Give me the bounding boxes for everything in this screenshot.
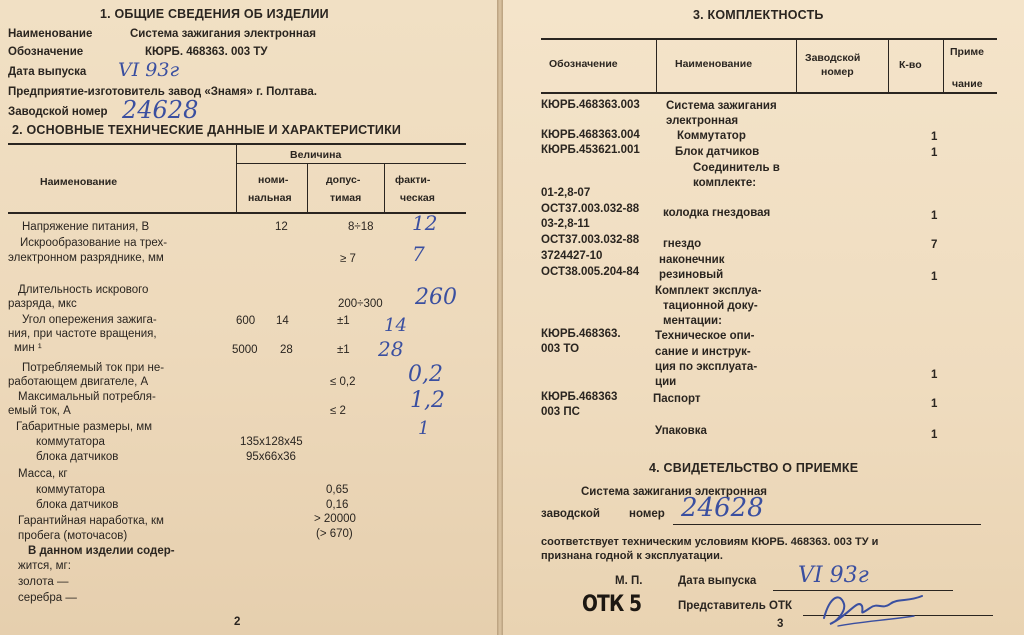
table-col-divider <box>236 143 237 213</box>
header-divider-2 <box>307 163 308 213</box>
row-advance-tolerance-2: ±1 <box>337 344 350 356</box>
row-max-current-name-1: Максимальный потребля- <box>18 391 156 403</box>
row-advance-actual-2: 28 <box>378 337 404 361</box>
kit-item-5-code: 01-2,8-07 <box>541 187 591 199</box>
passport-page-3 <box>503 0 1024 635</box>
kit-item-10-name: резиновый <box>659 269 724 281</box>
row-warranty-km: > 20000 <box>314 513 356 525</box>
designation-label: Обозначение <box>8 46 84 58</box>
section-4-title: 4. СВИДЕТЕЛЬСТВО О ПРИЕМКЕ <box>649 461 859 475</box>
row-advance-angle-2: 28 <box>280 344 293 356</box>
kit-item-14-qty: 1 <box>931 429 938 441</box>
name-value: Система зажигания электронная <box>130 28 316 40</box>
row-dim-commutator-name: коммутатора <box>36 436 105 448</box>
kit-item-1-code: КЮРБ.468363.003 <box>541 99 640 111</box>
kit-item-12-name-3: ция по эксплуата- <box>655 361 758 373</box>
kit-header-qty: К-во <box>899 59 922 71</box>
kit-item-9-name: наконечник <box>659 254 725 266</box>
kit-item-6-code: ОСТ37.003.032-88 <box>541 203 640 215</box>
row-voltage-name: Напряжение питания, В <box>22 221 150 233</box>
row-advance-name-2: ния, при частоте вращения, <box>8 328 157 340</box>
row-spark-name-2: электронном разряднике, мм <box>8 252 164 264</box>
row-spark-actual: 7 <box>412 242 425 266</box>
row-idle-current-tolerance: ≤ 0,2 <box>330 376 356 388</box>
header-divider-3 <box>384 163 385 213</box>
kit-header-name: Наименование <box>675 58 753 70</box>
row-dimensions-name: Габаритные размеры, мм <box>16 421 153 433</box>
row-mass-name: Масса, кг <box>18 468 68 480</box>
row-metals-name-2: жится, мг: <box>18 560 71 572</box>
kit-item-8-qty: 7 <box>931 239 938 251</box>
header-actual-2: ческая <box>400 192 435 204</box>
kit-table-header-rule <box>541 92 997 94</box>
acceptance-mp: М. П. <box>615 575 643 587</box>
row-mass-sensor-value: 0,16 <box>326 499 349 511</box>
kit-item-2-code: КЮРБ.468363.004 <box>541 129 640 141</box>
row-max-current-tolerance: ≤ 2 <box>330 405 346 417</box>
row-metals-name-1: В данном изделии содер- <box>28 545 175 557</box>
kit-item-2-qty: 1 <box>931 131 938 143</box>
serial-number-handwritten: 24628 <box>122 96 199 124</box>
release-date-handwritten: VI 93г <box>118 59 180 81</box>
section-3-title: 3. КОМПЛЕКТНОСТЬ <box>693 8 824 22</box>
row-duration-name-2: разряда, мкс <box>8 298 77 310</box>
header-tolerance-1: допус- <box>326 174 361 186</box>
row-max-current-actual: 1,2 <box>410 388 445 413</box>
row-advance-actual-1: 14 <box>384 315 407 336</box>
row-dim-commutator-value: 135x128x45 <box>240 436 303 448</box>
release-date-label: Дата выпуска <box>8 66 87 78</box>
acceptance-product: Система зажигания электронная <box>581 486 767 498</box>
kit-item-3-code: КЮРБ.453621.001 <box>541 144 640 156</box>
kit-item-13-name: Паспорт <box>653 393 701 405</box>
page-number-right: 3 <box>777 618 784 630</box>
designation-value: КЮРБ. 468363. 003 ТУ <box>145 46 268 58</box>
kit-item-8-name: гнездо <box>663 238 702 250</box>
row-dim-sensor-name: блока датчиков <box>36 451 119 463</box>
kit-item-7-code: 03-2,8-11 <box>541 218 590 230</box>
row-advance-tolerance-1: ±1 <box>337 315 350 327</box>
kit-item-13-qty: 1 <box>931 398 938 410</box>
kit-item-3-qty: 1 <box>931 147 938 159</box>
row-max-current-name-2: емый ток, А <box>8 405 71 417</box>
kit-header-note-2: чание <box>952 78 983 90</box>
kit-col-4 <box>943 40 944 92</box>
row-idle-current-name-1: Потребляемый ток при не- <box>22 362 165 374</box>
kit-item-9-code: 3724427-10 <box>541 250 603 262</box>
otk-stamp: ОТК 5 <box>582 592 642 617</box>
kit-item-13-code-2: 003 ПС <box>541 406 580 418</box>
header-nominal-2: нальная <box>248 192 292 204</box>
row-spark-name-1: Искрообразование на трех- <box>20 237 168 249</box>
row-mass-commutator-name: коммутатора <box>36 484 105 496</box>
acceptance-release-label: Дата выпуска <box>678 575 757 587</box>
acceptance-serial-underline <box>673 524 981 525</box>
name-label: Наименование <box>8 28 93 40</box>
section-2-title: 2. ОСНОВНЫЕ ТЕХНИЧЕСКИЕ ДАННЫЕ И ХАРАКТЕРИСТИКИ <box>12 123 402 137</box>
kit-item-1-name-2: электронная <box>666 115 739 127</box>
serial-number-label: Заводской номер <box>8 106 108 118</box>
row-duration-actual: 260 <box>415 285 457 310</box>
row-duration-tolerance: 200÷300 <box>338 298 383 310</box>
row-voltage-nominal: 12 <box>275 221 288 233</box>
kit-item-6-name: колодка гнездовая <box>663 207 771 219</box>
row-advance-name-1: Угол опережения зажига- <box>22 314 157 326</box>
row-mass-sensor-name: блока датчиков <box>36 499 119 511</box>
header-subrule <box>237 163 466 164</box>
kit-item-4-name-1: Соединитель в <box>693 162 780 174</box>
row-advance-rpm-2: 5000 <box>232 344 258 356</box>
row-warranty-hours: (> 670) <box>316 528 353 540</box>
kit-item-11-name-2: тационной доку- <box>663 300 758 312</box>
kit-item-13-code-1: КЮРБ.468363 <box>541 391 618 403</box>
acceptance-serial-handwritten: 24628 <box>681 493 764 523</box>
kit-col-2 <box>796 40 797 92</box>
kit-item-12-qty: 1 <box>931 369 938 381</box>
acceptance-conformity-1: соответствует техническим условиям КЮРБ. 468363. 003 ТУ и <box>541 536 879 548</box>
header-actual-1: факти- <box>395 174 431 186</box>
section-1-title: 1. ОБЩИЕ СВЕДЕНИЯ ОБ ИЗДЕЛИИ <box>100 7 329 21</box>
row-mass-commutator-value: 0,65 <box>326 484 349 496</box>
row-advance-rpm-1: 600 <box>236 315 256 327</box>
row-advance-angle-1: 14 <box>276 315 289 327</box>
kit-col-3 <box>888 40 889 92</box>
kit-item-12-name-1: Техническое опи- <box>655 330 755 342</box>
header-value: Величина <box>290 149 342 161</box>
row-warranty-name-2: пробега (моточасов) <box>18 530 128 542</box>
manufacturer-line: Предприятие-изготовитель завод «Знамя» г. Полтава. <box>8 86 317 98</box>
row-voltage-tolerance: 8÷18 <box>348 221 374 233</box>
kit-item-11-name-1: Комплект эксплуа- <box>655 285 762 297</box>
row-idle-current-name-2: работающем двигателе, А <box>8 376 149 388</box>
header-tolerance-2: тимая <box>330 192 362 204</box>
kit-item-10-qty: 1 <box>931 271 938 283</box>
kit-col-1 <box>656 40 657 92</box>
row-warranty-name-1: Гарантийная наработка, км <box>18 515 164 527</box>
kit-item-12-code-2: 003 ТО <box>541 343 580 355</box>
kit-header-designation: Обозначение <box>549 58 618 70</box>
kit-item-6-qty: 1 <box>931 210 938 222</box>
row-idle-current-actual: 0,2 <box>408 362 443 387</box>
header-nominal-1: номи- <box>258 174 289 186</box>
kit-header-serial-2: номер <box>821 66 854 78</box>
row-advance-name-3: мин ¹ <box>14 342 42 354</box>
row-metals-gold: золота — <box>18 576 69 588</box>
kit-item-12-code-1: КЮРБ.468363. <box>541 328 621 340</box>
acceptance-serial-label-a: заводской <box>541 508 600 520</box>
table-top-rule <box>8 143 466 145</box>
kit-item-8-code: ОСТ37.003.032-88 <box>541 234 640 246</box>
inspector-signature <box>818 586 928 630</box>
page-number-left: 2 <box>234 616 241 628</box>
kit-item-11-name-3: ментации: <box>663 315 722 327</box>
acceptance-rep-label: Представитель ОТК <box>678 600 792 612</box>
acceptance-release-handwritten: VI 93г <box>798 563 869 588</box>
row-voltage-actual: 12 <box>412 211 438 235</box>
kit-item-3-name: Блок датчиков <box>675 146 760 158</box>
kit-item-4-name-2: комплекте: <box>693 177 757 189</box>
header-bottom-rule <box>8 212 466 214</box>
row-duration-name-1: Длительность искрового <box>18 284 149 296</box>
kit-header-note-1: Приме <box>950 46 985 58</box>
row-dim-sensor-value: 95x66x36 <box>246 451 296 463</box>
kit-item-10-code: ОСТ38.005.204-84 <box>541 266 640 278</box>
row-dimensions-actual: 1 <box>418 418 430 439</box>
kit-header-serial-1: Заводской <box>805 52 861 64</box>
kit-item-2-name: Коммутатор <box>677 130 746 142</box>
kit-table-top-rule <box>541 38 997 40</box>
row-metals-silver: серебра — <box>18 592 77 604</box>
header-name: Наименование <box>40 176 118 188</box>
kit-item-1-name-1: Система зажигания <box>666 100 777 112</box>
acceptance-serial-label-b: номер <box>629 508 665 520</box>
acceptance-conformity-2: признана годной к эксплуатации. <box>541 550 723 562</box>
passport-page-2 <box>0 0 497 635</box>
kit-item-12-name-2: сание и инструк- <box>655 346 751 358</box>
row-spark-tolerance: ≥ 7 <box>340 253 356 265</box>
kit-item-12-name-4: ции <box>655 376 677 388</box>
kit-item-14-name: Упаковка <box>655 425 707 437</box>
